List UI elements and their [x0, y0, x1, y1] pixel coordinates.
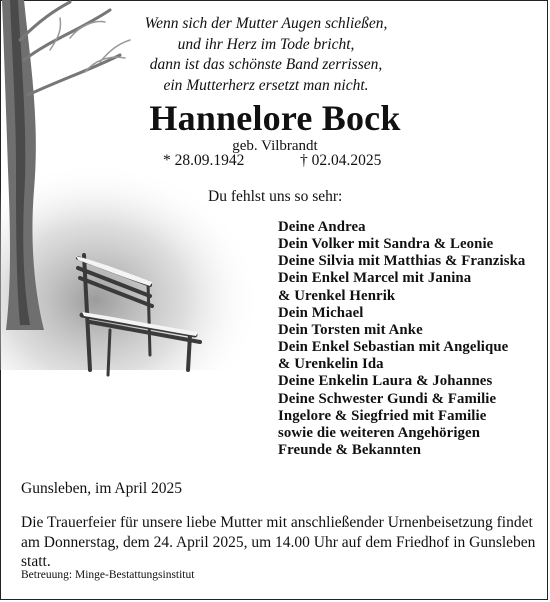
deceased-name: Hannelore Bock: [149, 98, 401, 138]
family-member: & Urenkelin Ida: [278, 356, 384, 373]
family-member: Ingelore & Siegfried mit Familie: [278, 407, 487, 424]
family-member: & Urenkel Henrik: [278, 287, 396, 304]
family-member: Dein Enkel Sebastian mit Angelique: [278, 339, 509, 356]
family-member: Deine Silvia mit Matthias & Franziska: [278, 253, 526, 270]
poem-line: ein Mutterherz ersetzt man nicht.: [163, 76, 369, 94]
family-member: Dein Torsten mit Anke: [278, 321, 423, 338]
funeral-notice: [21, 513, 536, 572]
family-member: Freunde & Bekannten: [278, 442, 422, 459]
poem-line: und ihr Herz im Tode bricht,: [177, 35, 355, 53]
funeral-notice-line: Die Trauerfeier für unsere liebe Mutter mit anschließender Urnenbeisetzung findet: [21, 514, 533, 531]
family-member: Dein Michael: [278, 304, 364, 321]
birth-name: geb. Vilbrandt: [232, 138, 318, 154]
missed-line: Du fehlst uns so sehr:: [208, 188, 343, 205]
death-date: † 02.04.2025: [300, 152, 382, 169]
family-member: Dein Enkel Marcel mit Janina: [278, 270, 472, 287]
family-member: Dein Volker mit Sandra & Leonie: [278, 236, 494, 253]
birth-date: * 28.09.1942: [163, 152, 245, 169]
poem-line: Wenn sich der Mutter Augen schließen,: [144, 15, 388, 32]
family-member: sowie die weiteren Angehörigen: [278, 424, 481, 441]
undertaker-credit: Betreuung: Minge-Bestattungsinstitut: [21, 569, 195, 581]
funeral-notice-line: statt.: [21, 553, 51, 570]
funeral-notice-line: am Donnerstag, dem 24. April 2025, um 14.00 Uhr auf dem Friedhof in Gunsleben: [21, 533, 536, 551]
family-member: Deine Andrea: [278, 219, 366, 235]
family-member: Deine Enkelin Laura & Johannes: [278, 373, 493, 390]
place-date: Gunsleben, im April 2025: [21, 480, 183, 497]
family-member: Deine Schwester Gundi & Familie: [278, 390, 497, 407]
poem: [108, 14, 424, 96]
family-list: [278, 219, 546, 459]
poem-line: dann ist das schönste Band zerrissen,: [149, 56, 383, 73]
